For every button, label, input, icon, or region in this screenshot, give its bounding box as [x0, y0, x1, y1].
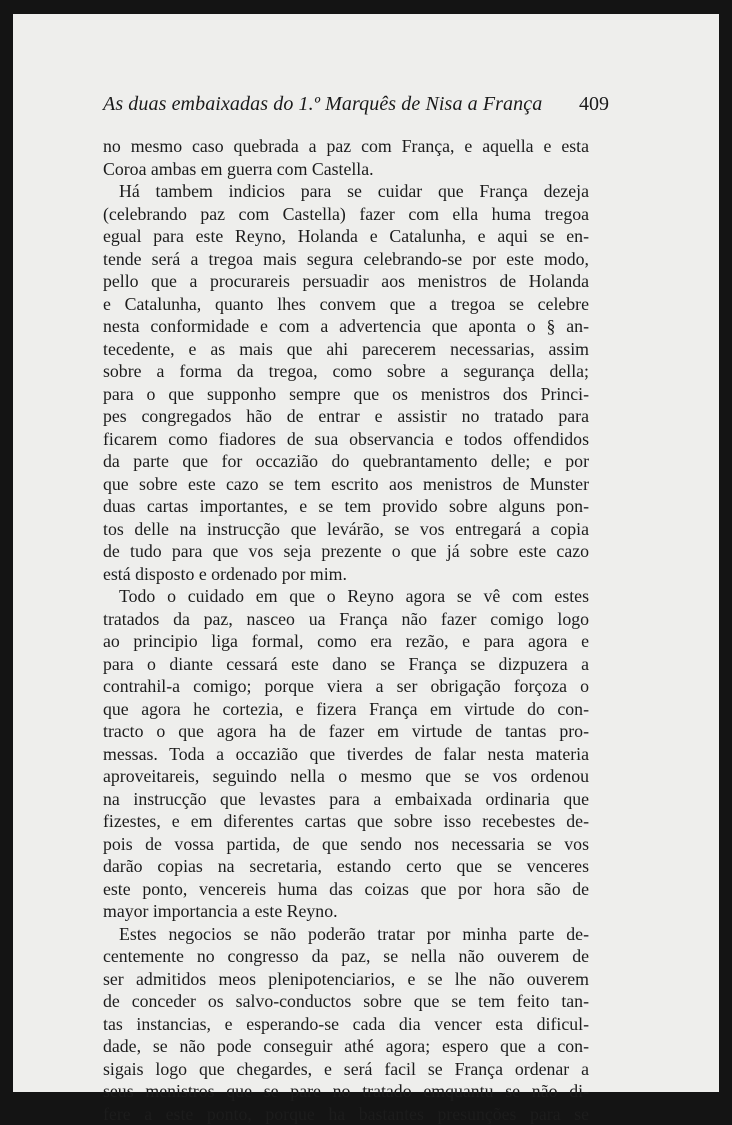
text-line: mayor importancia a este Reyno.: [103, 900, 589, 923]
running-head: [103, 93, 613, 123]
text-line: tracto o que agora ha de fazer em virtude de tantas pro-: [103, 720, 589, 743]
text-line: Todo o cuidado em que o Reyno agora se vê com estes: [103, 585, 589, 608]
text-line: dade, se não pode conseguir athé agora; espero que a con-: [103, 1035, 589, 1058]
text-line: contrahil-a comigo; porque viera a ser obrigação forçoza o: [103, 675, 589, 698]
page-number: 409: [579, 93, 609, 116]
text-line: ser admitidos meos plenipotenciarios, e se lhe não ouverem: [103, 968, 589, 991]
text-line: fere a este ponto, porque ha bastantes presunções para se: [103, 1103, 589, 1125]
text-line: Coroa ambas em guerra com Castella.: [103, 158, 589, 181]
text-line: ficarem como fiadores de sua observancia e todos offendidos: [103, 428, 589, 451]
text-line: e Catalunha, quanto lhes convem que a tregoa se celebre: [103, 293, 589, 316]
text-line: (celebrando paz com Castella) fazer com ella huma tregoa: [103, 203, 589, 226]
text-line: este ponto, vencereis huma das coizas que por hora são de: [103, 878, 589, 901]
text-line: seus menistros que se pare no tratado emquantu se não di-: [103, 1080, 589, 1103]
text-line: pes congregados hão de entrar e assistir no tratado para: [103, 405, 589, 428]
text-line: tratados da paz, nasceo ua França não fazer comigo logo: [103, 608, 589, 631]
text-line: tas instancias, e esperando-se cada dia vencer esta dificul-: [103, 1013, 589, 1036]
text-line: para o diante cessará este dano se França se dizpuzera a: [103, 653, 589, 676]
text-line: tecedente, e as mais que ahi parecerem necessarias, assim: [103, 338, 589, 361]
text-line: de conceder os salvo-conductos sobre que se tem feito tan-: [103, 990, 589, 1013]
text-line: centemente no congresso da paz, se nella não ouverem de: [103, 945, 589, 968]
text-line: tos delle na instrucção que levárão, se vos entregará a copia: [103, 518, 589, 541]
text-line: duas cartas importantes, e se tem provido sobre alguns pon-: [103, 495, 589, 518]
text-line: que sobre este cazo se tem escrito aos menistros de Munster: [103, 473, 589, 496]
text-line: fizestes, e em diferentes cartas que sobre isso recebestes de-: [103, 810, 589, 833]
text-line: darão copias na secretaria, estando certo que se venceres: [103, 855, 589, 878]
text-line: tende será a tregoa mais segura celebrando-se por este modo,: [103, 248, 589, 271]
text-line: sigais logo que chegardes, e será facil se França ordenar a: [103, 1058, 589, 1081]
text-line: sobre a forma da tregoa, como sobre a segurança della;: [103, 360, 589, 383]
text-line: na instrucção que levastes para a embaixada ordinaria que: [103, 788, 589, 811]
text-line: para o que supponho sempre que os menistros dos Princi-: [103, 383, 589, 406]
text-line: de tudo para que vos seja prezente o que já sobre este cazo: [103, 540, 589, 563]
text-line: messas. Toda a occazião que tiverdes de falar nesta materia: [103, 743, 589, 766]
book-page: [13, 14, 719, 1092]
text-line: egual para este Reyno, Holanda e Catalunha, e aqui se en-: [103, 225, 589, 248]
text-line: pois de vossa partida, de que sendo nos necessaria se vos: [103, 833, 589, 856]
body-text: [103, 135, 589, 1125]
text-line: nesta conformidade e com a advertencia que aponta o § an-: [103, 315, 589, 338]
text-line: aproveitareis, seguindo nella o mesmo que se vos ordenou: [103, 765, 589, 788]
text-line: Há tambem indicios para se cuidar que França dezeja: [103, 180, 589, 203]
text-line: Estes negocios se não poderão tratar por minha parte de-: [103, 923, 589, 946]
chapter-title: As duas embaixadas do 1.º Marquês de Nisa a França: [103, 93, 542, 116]
text-line: que agora he cortezia, e fizera França em virtude do con-: [103, 698, 589, 721]
text-line: ao principio liga formal, como era rezão, e para agora e: [103, 630, 589, 653]
text-line: da parte que for occazião do quebrantamento delle; e por: [103, 450, 589, 473]
text-line: pello que a procurareis persuadir aos menistros de Holanda: [103, 270, 589, 293]
text-line: no mesmo caso quebrada a paz com França, e aquella e esta: [103, 135, 589, 158]
text-line: está disposto e ordenado por mim.: [103, 563, 589, 586]
